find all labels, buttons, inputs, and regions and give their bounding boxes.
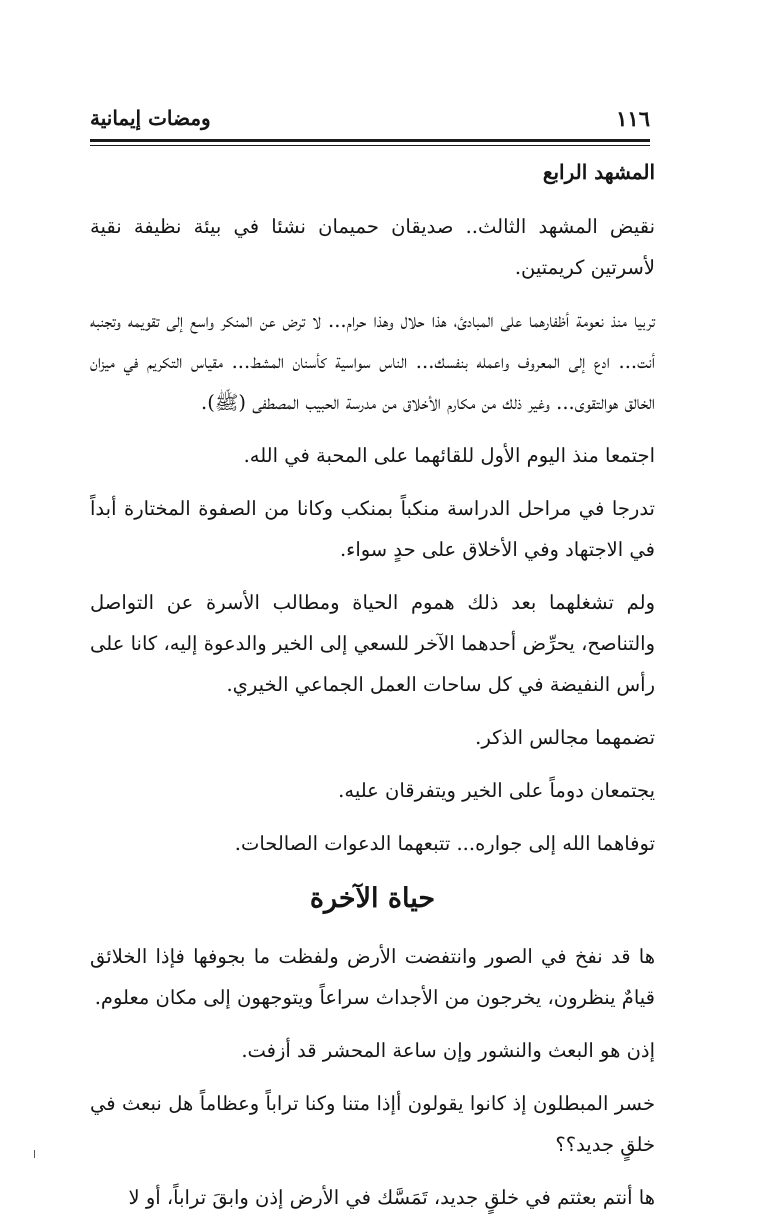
paragraph: إذن هو البعث والنشور وإن ساعة المحشر قد أزفت. <box>241 1039 655 1062</box>
running-header <box>90 104 650 138</box>
paragraph: تدرجا في مراحل الدراسة منكباً بمنكب وكانا من الصفوة المختارة أبداً في الاجتهاد وفي الأخلاق على حدٍ سواء. <box>90 497 655 561</box>
paragraph: اجتمعا منذ اليوم الأول للقائهما على المحبة في الله. <box>243 444 655 467</box>
paragraph: ها أنتم بعثتم في خلقٍ جديد، تَمَسَّك في الأرض إذن وابقَ تراباً، أو لا <box>128 1186 655 1209</box>
paragraph: ولم تشغلهما بعد ذلك هموم الحياة ومطالب الأسرة عن التواصل والتناصح، يحرِّض أحدهما الآخر للسعي إلى الخير والدعوة إليه، كانا على رأس النفيضة في كل ساحات العمل الجماعي الخيري. <box>90 591 655 696</box>
scene-title: المشهد الرابع <box>542 160 655 184</box>
paragraph: ها قد نفخ في الصور وانتفضت الأرض ولفظت ما بجوفها فإذا الخلائق قيامٌ ينظرون، يخرجون من الأجداث سراعاً ويتوجهون إلى مكان معلوم. <box>90 945 655 1009</box>
paragraph: يجتمعان دوماً على الخير ويتفرقان عليه. <box>338 779 655 802</box>
book-title: ومضات إيمانية <box>90 106 211 130</box>
paragraph: تضمهما مجالس الذكر. <box>475 726 655 749</box>
header-rule-thin <box>90 145 650 146</box>
paragraph: خسر المبطلون إذ كانوا يقولون أإذا متنا وكنا تراباً وعظاماً هل نبعث في خلقٍ جديد؟؟ <box>90 1092 655 1156</box>
header-rule-thick <box>90 139 650 142</box>
page-body <box>90 150 655 1230</box>
paragraph: نقيض المشهد الثالث.. صديقان حميمان نشئا في بيئة نظيفة نقية لأسرتين كريمتين. <box>90 215 655 279</box>
scan-speck <box>34 1150 35 1158</box>
paragraph: توفاهما الله إلى جواره... تتبعهما الدعوات الصالحات. <box>234 832 655 855</box>
section-heading: حياة الآخرة <box>309 883 436 914</box>
paragraph: تربيا منذ نعومة أظفارهما على المبادئ، هذا حلال وهذا حرام... لا ترض عن المنكر واسع إلى تقويمه وتجنبه أنت... ادع إلى المعروف واعمله بنفسك... الناس سواسية كأسنان المشط... مقياس التكريم في ميزان الخالق هوالتقوى... وغير ذلك من مكارم الأخلاق من مدرسة الحبيب المصطفى (ﷺ). <box>90 309 655 414</box>
page-number: ١١٦ <box>616 106 650 131</box>
